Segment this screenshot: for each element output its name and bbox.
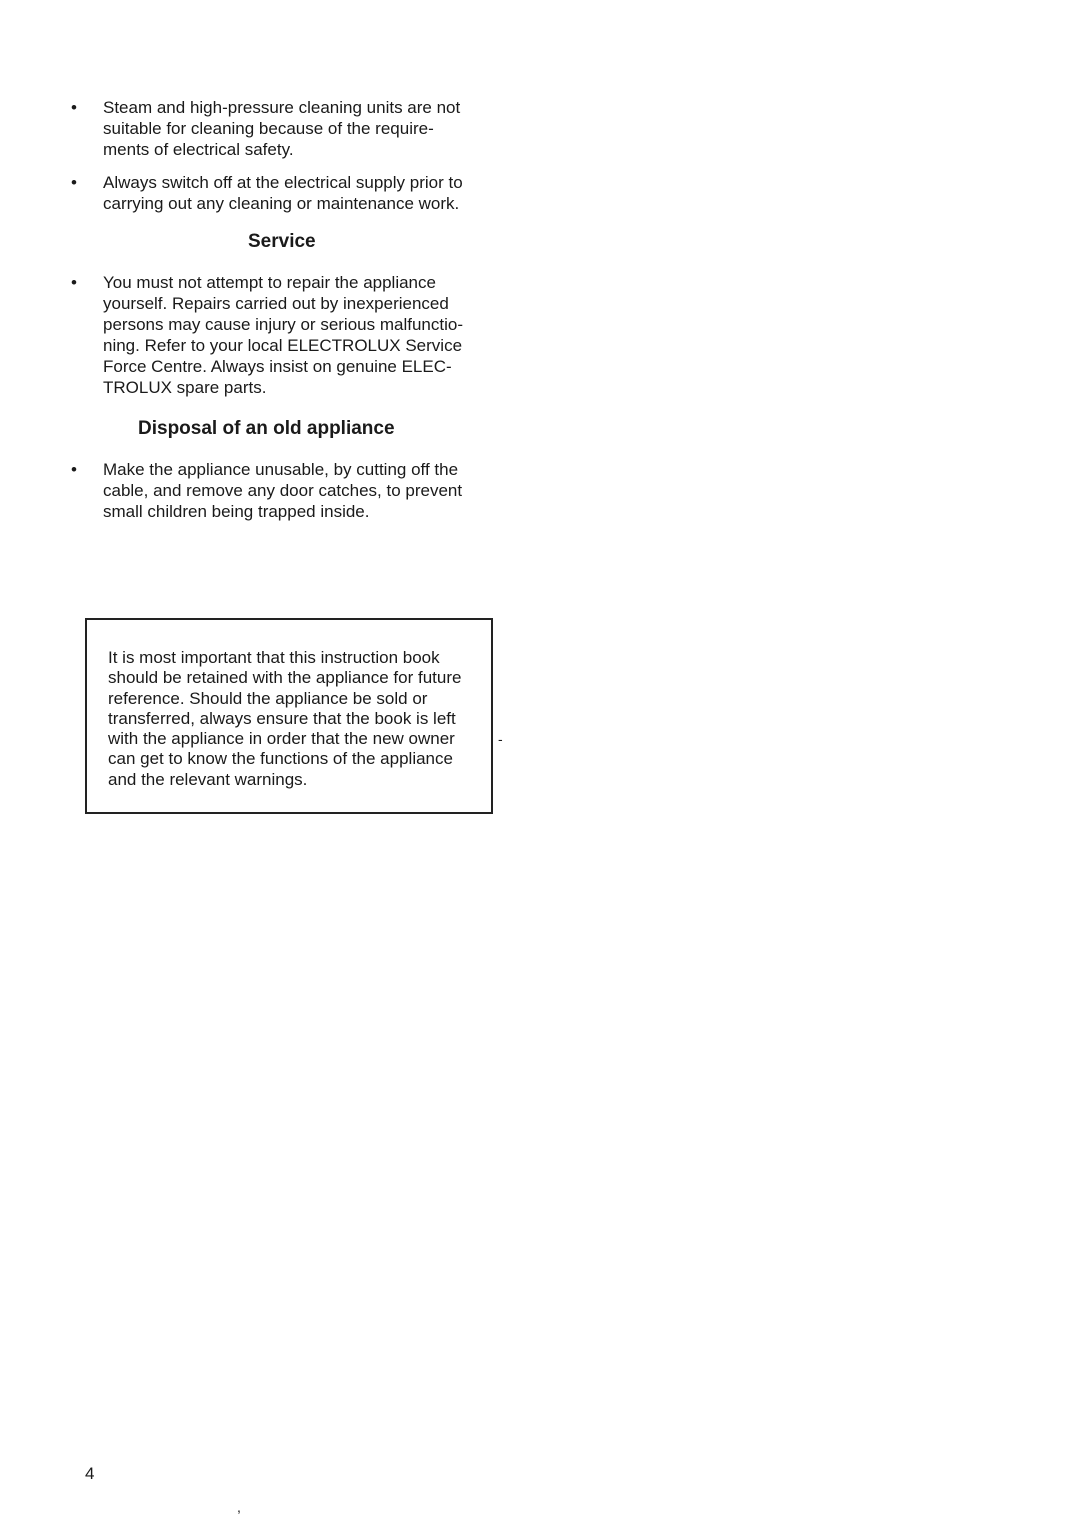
bullet-marker: • xyxy=(71,98,77,117)
bullet-disposal: Make the appliance unusable, by cutting off the cable, and remove any door catches, to prevent small children being trapped inside. xyxy=(103,460,463,521)
section-heading-service: Service xyxy=(248,231,316,252)
notice-text: It is most important that this instruction book should be retained with the appliance for future reference. Should the appliance be sold or transferred, always ensure that the book is left with the appliance in order that the new owner can get to know the functions of the appliance and the relevant warnings. xyxy=(108,648,462,789)
bullet-switch-off: Always switch off at the electrical supply prior to carrying out any cleaning or maintenance work. xyxy=(103,173,463,213)
page-number: 4 xyxy=(85,1464,95,1483)
bullet-marker: • xyxy=(71,460,77,479)
bullet-marker: • xyxy=(71,273,77,292)
section-heading-disposal: Disposal of an old appliance xyxy=(138,418,395,439)
scan-speck: - xyxy=(498,731,503,747)
scan-speck: , xyxy=(237,1499,241,1515)
bullet-service-repair: You must not attempt to repair the appliance yourself. Repairs carried out by inexperienced persons may cause injury or serious malfunctio- ning. Refer to your local ELECTROLUX Service Force Centre. Always insist on genuine ELEC- TROLUX spare parts. xyxy=(103,273,463,397)
bullet-cleaning-units: Steam and high-pressure cleaning units are not suitable for cleaning because of the require- ments of electrical safety. xyxy=(103,98,461,159)
bullet-marker: • xyxy=(71,173,77,192)
